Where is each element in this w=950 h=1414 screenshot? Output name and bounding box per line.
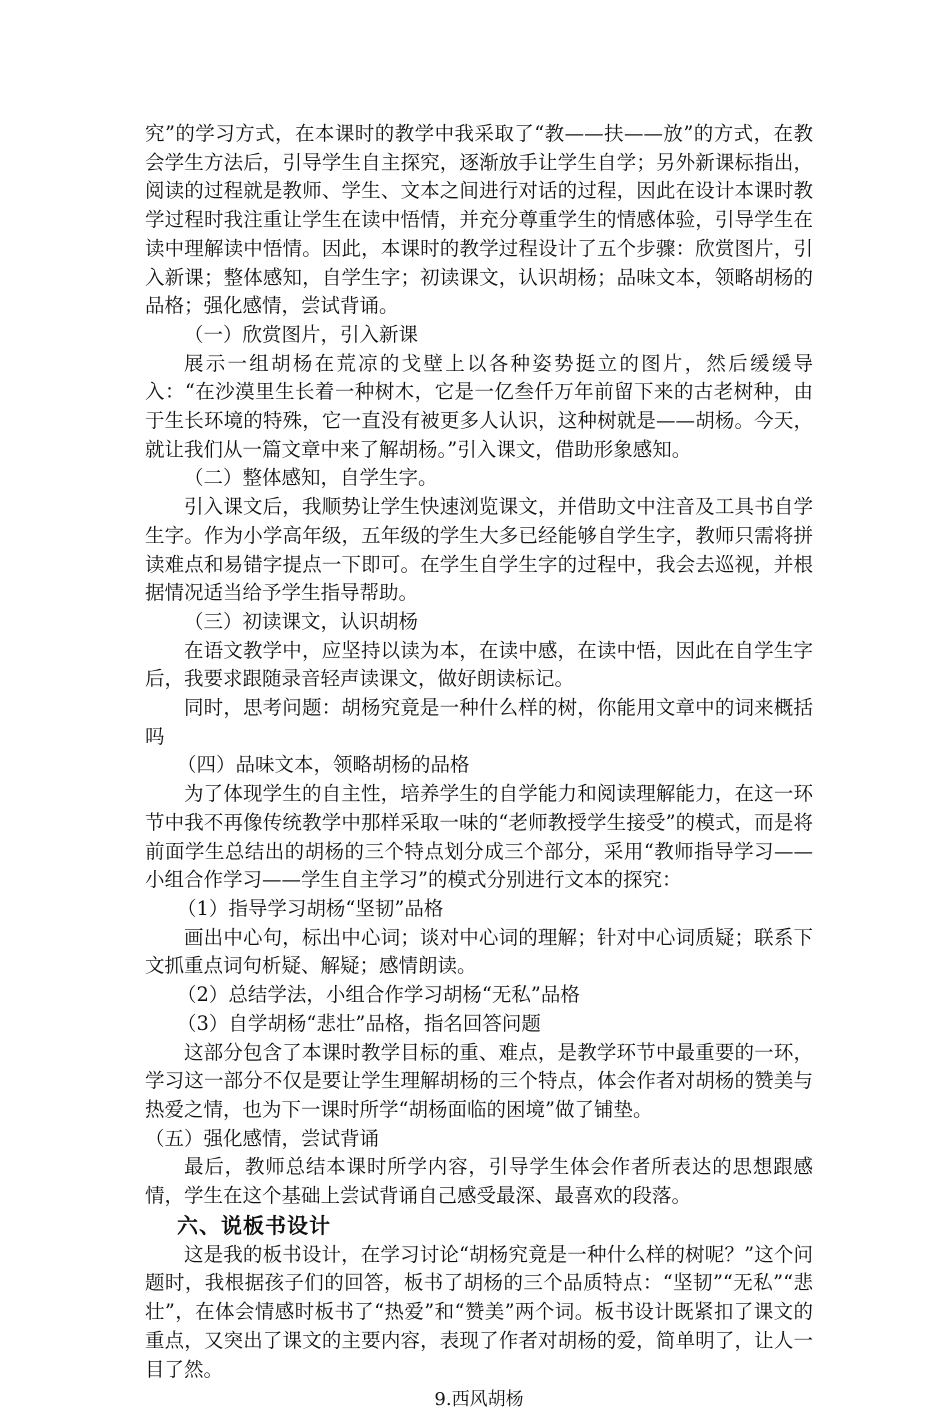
step3-heading: （三）初读课文，认识胡杨: [184, 609, 419, 633]
step4-part3-heading: （3）自学胡杨“悲壮”品格，指名回答问题: [177, 1011, 541, 1035]
paragraph-teaching-method: 究”的学习方式，在本课时的教学中我采取了“教——扶——放”的方式，在教会学生方法后，引导学生自主探究，逐渐放手让学生自学；另外新课标指出，阅读的过程就是教师、学生、文本之间进行对话的过程，因此在设计本课时教学过程时我注重让学生在读中悟情，并充分尊重学生的情感体验，引导学生在读中理解读中悟情。因此，本课时的教学过程设计了五个步骤：欣赏图片，引入新课；整体感知，自学生字；初读课文，认识胡杨；品味文本，领略胡杨的品格；强化感情，尝试背诵。: [145, 122, 813, 318]
step4-part1-heading: （1）指导学习胡杨“坚韧”品格: [177, 896, 444, 920]
step4-part1-body: 画出中心句，标出中心词；谈对中心词的理解；针对中心词质疑；联系下文抓重点词句析疑、解疑；感情朗读。: [145, 925, 813, 978]
step2-heading: （二）整体感知，自学生字。: [184, 466, 438, 490]
board-design-body: 这是我的板书设计，在学习讨论“胡杨究竟是一种什么样的树呢？”这个问题时，我根据孩子们的回答，板书了胡杨的三个品质特点：“坚韧”“无私”“悲壮”，在体会情感时板书了“热爱”和“赞美”两个词。板书设计既紧扣了课文的重点，又突出了课文的主要内容，表现了作者对胡杨的爱，简单明了，让人一目了然。: [145, 1242, 813, 1381]
section-six-heading: 六、说板书设计: [177, 1213, 331, 1238]
board-title: 9.西风胡杨: [434, 1389, 524, 1411]
step4-heading: （四）品味文本，领略胡杨的品格: [177, 753, 470, 777]
step1-body: 展示一组胡杨在荒凉的戈壁上以各种姿势挺立的图片，然后缓缓导入：“在沙漠里生长着一种树木，它是一亿叁仟万年前留下来的古老树种，由于生长环境的特殊，它一直没有被更多人认识，这种树就是——胡杨。今天，就让我们从一篇文章中来了解胡杨。”引入课文，借助形象感知。: [145, 351, 813, 461]
step5-body: 最后，教师总结本课时所学内容，引导学生体会作者所表达的思想跟感情，学生在这个基础上尝试背诵自己感受最深、最喜欢的段落。: [145, 1155, 813, 1208]
step1-heading: （一）欣赏图片，引入新课: [184, 322, 419, 346]
step3-body: 在语文教学中，应坚持以读为本，在读中感，在读中悟，因此在自学生字后，我要求跟随录音轻声读课文，做好朗读标记。: [145, 638, 813, 691]
step3-question: 同时，思考问题：胡杨究竟是一种什么样的树，你能用文章中的词来概括吗: [145, 696, 813, 748]
step5-heading: （五）强化感情，尝试背诵: [145, 1126, 380, 1150]
step4-part2-heading: （2）总结学法，小组合作学习胡杨“无私”品格: [177, 983, 580, 1007]
document-page: [145, 120, 813, 1414]
step2-body: 引入课文后，我顺势让学生快速浏览课文，并借助文中注音及工具书自学生字。作为小学高年级，五年级的学生大多已经能够自学生字，教师只需将拼读难点和易错字提点一下即可。在学生自学生字的过程中，我会去巡视，并根据情况适当给予学生指导帮助。: [145, 495, 813, 605]
step4-summary: 这部分包含了本课时教学目标的重、难点，是教学环节中最重要的一环，学习这一部分不仅是要让学生理解胡杨的三个特点，体会作者对胡杨的赞美与热爱之情，也为下一课时所学“胡杨面临的困境”做了铺垫。: [145, 1040, 813, 1121]
step4-body: 为了体现学生的自主性，培养学生的自学能力和阅读理解能力，在这一环节中我不再像传统教学中那样采取一味的“老师教授学生接受”的模式，而是将前面学生总结出的胡杨的三个特点划分成三个部分，采用“教师指导学习——小组合作学习——学生自主学习”的模式分别进行文本的探究：: [145, 782, 813, 892]
